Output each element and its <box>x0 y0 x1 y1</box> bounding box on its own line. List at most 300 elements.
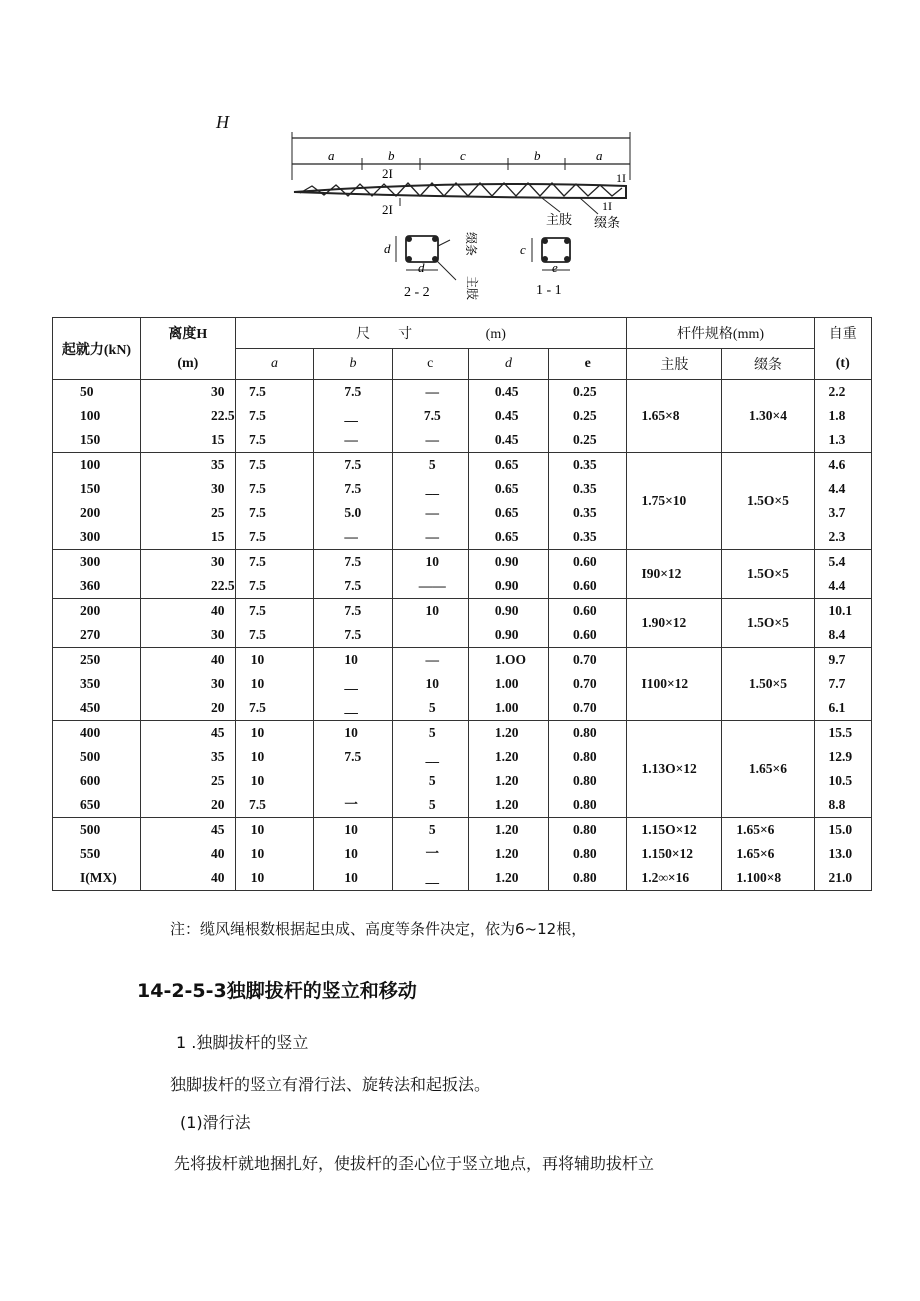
e-values <box>573 380 626 452</box>
d-values <box>495 648 548 720</box>
h-values <box>211 380 235 452</box>
table-cell-a: 7.5 <box>249 408 266 423</box>
header-weight: 自重 <box>814 318 871 349</box>
table-cell-c: 7.5 <box>423 408 441 423</box>
table-cell-h: 35 <box>211 457 225 472</box>
header-size <box>235 318 627 349</box>
table-cell-h: 20 <box>211 700 225 715</box>
table-cell-c <box>397 623 468 647</box>
col-e <box>549 599 627 648</box>
col-a <box>235 453 314 550</box>
col-b <box>314 599 392 648</box>
e-values <box>573 599 626 647</box>
table-cell-w: 8.8 <box>828 797 846 812</box>
table-cell-c: — <box>425 505 440 520</box>
header-height: 离度H <box>141 318 236 349</box>
table-cell-a: 7.5 <box>249 700 266 715</box>
subheading-sliding: (1)滑行法 <box>180 1113 251 1132</box>
e-values <box>573 721 626 817</box>
table-cell-h: 15 <box>211 432 225 447</box>
col-weight <box>814 599 871 648</box>
d-values <box>495 818 548 890</box>
section-mark-2I-bottom: 2I <box>382 202 393 217</box>
col-lacing: 1.5O×5 <box>722 599 814 648</box>
table-cell-e: 0.80 <box>573 749 597 764</box>
table-cell-d: 1.00 <box>494 700 519 715</box>
table-cell-lacing: 1.65×6 <box>736 846 775 861</box>
table-cell-d: 1.00 <box>494 676 519 691</box>
col-c <box>392 721 468 818</box>
col-b <box>314 453 392 550</box>
table-cell-h: 40 <box>211 846 225 861</box>
table-cell-main: 1.2∞×16 <box>641 870 690 885</box>
b-values <box>344 818 391 890</box>
col-cap <box>53 550 141 599</box>
table-cell-cap: 200 <box>80 505 101 520</box>
table-cell-e: 0.80 <box>573 725 597 740</box>
cap-values <box>80 818 140 890</box>
table-cell-h: 40 <box>211 870 225 885</box>
b-values <box>344 721 391 817</box>
header-lacing: 缀条 <box>722 349 814 380</box>
table-cell-h: 15 <box>211 529 225 544</box>
table-cell-b <box>344 769 391 793</box>
col-c <box>392 550 468 599</box>
table-cell-w: 12.9 <box>828 749 853 764</box>
table-cell-main: 1.150×12 <box>641 846 694 861</box>
table-cell-b: 10 <box>344 725 358 740</box>
table-cell-d: 0.90 <box>494 627 519 642</box>
c-values <box>397 721 468 817</box>
col-main: 1.75×10 <box>627 453 722 550</box>
section-22-dim-side: d <box>384 241 391 256</box>
table-cell-e: 0.25 <box>573 384 597 399</box>
table-cell-h: 30 <box>211 627 225 642</box>
table-cell-d: 0.90 <box>494 554 519 569</box>
table-cell-w: 5.4 <box>828 554 846 569</box>
table-cell-e: 0.70 <box>573 652 597 667</box>
a-values <box>236 550 280 598</box>
d-values <box>495 721 548 817</box>
col-c <box>392 818 468 891</box>
col-weight <box>814 648 871 721</box>
b-values <box>344 599 391 647</box>
dim-b-right: b <box>534 148 541 163</box>
table-cell-w: 15.5 <box>828 725 853 740</box>
table-row-group <box>53 721 872 818</box>
table-cell-b: 7.5 <box>344 603 362 618</box>
main-values <box>641 818 721 890</box>
table-cell-cap: 400 <box>80 725 101 740</box>
table-cell-cap: 600 <box>80 773 101 788</box>
cap-values <box>80 648 140 720</box>
table-cell-c: 一 <box>425 846 440 861</box>
table-cell-e: 0.70 <box>573 676 597 691</box>
table-cell-a: 10 <box>250 822 265 837</box>
table-cell-h: 30 <box>211 554 225 569</box>
col-h <box>141 453 236 550</box>
section-title: 14-2-5-3独脚拔杆的竖立和移动 <box>137 980 417 1002</box>
table-cell-a: 7.5 <box>249 554 266 569</box>
table-cell-h: 45 <box>211 725 225 740</box>
col-weight <box>814 721 871 818</box>
w-values <box>829 818 871 890</box>
table-cell-lacing: 1.65×6 <box>736 822 775 837</box>
section-22-label: 2 - 2 <box>404 285 430 300</box>
table-cell-e: 0.80 <box>573 797 597 812</box>
table-cell-cap: 100 <box>80 457 101 472</box>
w-values <box>829 721 871 817</box>
table-cell-h: 30 <box>211 384 225 399</box>
table-cell-a: 7.5 <box>249 457 266 472</box>
table-cell-cap: 100 <box>80 408 101 423</box>
col-weight <box>814 550 871 599</box>
table-cell-cap: 300 <box>80 529 101 544</box>
col-h <box>141 599 236 648</box>
col-cap <box>53 818 141 891</box>
table-cell-b: 7.5 <box>344 384 362 399</box>
table-cell-d: 0.45 <box>494 384 519 399</box>
table-cell-e: 0.80 <box>573 846 597 861</box>
table-cell-a: 10 <box>250 870 265 885</box>
table-cell-e: 0.60 <box>573 578 597 593</box>
col-c <box>392 599 468 648</box>
table-cell-b: 7.5 <box>344 554 362 569</box>
table-cell-b: 10 <box>344 870 358 885</box>
table-cell-h: 20 <box>211 797 225 812</box>
table-cell-h: 35 <box>211 749 225 764</box>
table-cell-e: 0.25 <box>573 408 597 423</box>
table-cell-cap: 500 <box>80 749 101 764</box>
col-cap <box>53 380 141 453</box>
table-cell-h: 25 <box>211 505 225 520</box>
table-cell-b: 7.5 <box>344 749 362 764</box>
col-weight <box>814 818 871 891</box>
table-cell-cap: 300 <box>80 554 101 569</box>
table-cell-d: 1.20 <box>494 822 519 837</box>
col-lacing <box>722 818 814 891</box>
table-cell-a: 7.5 <box>249 578 266 593</box>
section-11-dim-bottom: e <box>552 260 558 275</box>
table-cell-c: 5 <box>428 797 436 812</box>
table-cell-cap: 150 <box>80 481 101 496</box>
table-cell-h: 45 <box>211 822 225 837</box>
col-c <box>392 380 468 453</box>
e-values <box>573 648 626 720</box>
dim-c: c <box>460 148 466 163</box>
h-values <box>211 721 235 817</box>
col-lacing: 1.50×5 <box>722 648 814 721</box>
w-values <box>829 550 871 598</box>
header-size-label: 尺 寸 <box>356 327 413 342</box>
col-lacing: 1.5O×5 <box>722 550 814 599</box>
table-cell-h: 30 <box>211 481 225 496</box>
table-cell-d: 0.65 <box>494 481 519 496</box>
cap-values <box>80 380 140 452</box>
table-cell-c: — <box>425 432 440 447</box>
header-d: d <box>468 349 548 380</box>
section-mark-1I-bottom: 1I <box>602 199 612 213</box>
col-b <box>314 648 392 721</box>
table-cell-c: __ <box>425 749 440 764</box>
table-cell-h: 40 <box>211 603 225 618</box>
table-cell-w: 6.1 <box>828 700 846 715</box>
col-b <box>314 818 392 891</box>
col-d <box>468 599 548 648</box>
table-cell-c: 10 <box>425 676 440 691</box>
col-cap <box>53 721 141 818</box>
table-cell-a: 7.5 <box>249 529 266 544</box>
col-main: I90×12 <box>627 550 722 599</box>
table-cell-e: 0.35 <box>573 457 597 472</box>
section-11-label: 1 - 1 <box>536 283 562 298</box>
table-cell-w: 21.0 <box>828 870 853 885</box>
table-cell-c: 5 <box>428 725 436 740</box>
label-lacing-bar: 缀条 <box>594 215 621 230</box>
header-main: 主肢 <box>627 349 722 380</box>
table-cell-w: 9.7 <box>828 652 846 667</box>
dim-b-left: b <box>388 148 395 163</box>
table-cell-b: — <box>344 529 358 544</box>
col-a <box>235 599 314 648</box>
table-cell-main: 1.15O×12 <box>641 822 697 837</box>
table-body <box>53 380 872 891</box>
c-values <box>397 648 468 720</box>
col-e <box>549 550 627 599</box>
w-values <box>829 648 871 720</box>
header-capacity: 起就力(kN) <box>53 318 141 380</box>
dim-a-right: a <box>596 148 603 163</box>
table-cell-w: 15.0 <box>828 822 853 837</box>
col-e <box>549 818 627 891</box>
col-c <box>392 453 468 550</box>
table-cell-d: 0.65 <box>494 529 519 544</box>
header-members: 杆件规格(mm) <box>627 318 814 349</box>
table-cell-cap: 450 <box>80 700 101 715</box>
table-cell-a: 7.5 <box>249 384 266 399</box>
cap-values <box>80 599 140 647</box>
subheading-1: 1 .独脚拔杆的竖立 <box>176 1033 309 1052</box>
cap-values <box>80 550 140 598</box>
table-cell-a: 10 <box>250 676 265 691</box>
col-weight <box>814 380 871 453</box>
d-values <box>495 599 548 647</box>
c-values <box>397 599 468 647</box>
col-b <box>314 721 392 818</box>
table-cell-c: 5 <box>428 700 436 715</box>
header-a: a <box>235 349 314 380</box>
table-cell-h: 22.5 <box>211 578 235 593</box>
lacing-values <box>736 818 813 890</box>
table-cell-lacing: 1.100×8 <box>736 870 782 885</box>
table-row-group <box>53 380 872 453</box>
header-b: b <box>314 349 392 380</box>
header-size-unit: (m) <box>485 327 506 342</box>
header-weight-unit: (t) <box>814 349 871 380</box>
table-row-group <box>53 599 872 648</box>
table-cell-w: 3.7 <box>828 505 846 520</box>
table-row-group <box>53 648 872 721</box>
col-d <box>468 818 548 891</box>
col-h <box>141 380 236 453</box>
col-cap <box>53 599 141 648</box>
table-cell-cap: 500 <box>80 822 101 837</box>
table-row-group <box>53 818 872 891</box>
table-cell-b: 10 <box>344 652 358 667</box>
table-cell-b: 7.5 <box>344 481 362 496</box>
col-lacing: 1.65×6 <box>722 721 814 818</box>
b-values <box>344 380 391 452</box>
table-cell-c: 5 <box>428 457 436 472</box>
table-cell-a: 10 <box>250 725 265 740</box>
section-mark-2I-top: 2I <box>382 166 393 181</box>
section-11-dim-side: c <box>520 242 526 257</box>
col-main: 1.90×12 <box>627 599 722 648</box>
col-a <box>235 818 314 891</box>
table-cell-c: 5 <box>428 773 436 788</box>
w-values <box>829 599 871 647</box>
table-cell-d: 1.20 <box>494 846 519 861</box>
a-values <box>236 721 280 817</box>
table-cell-a: 7.5 <box>249 603 266 618</box>
b-values <box>344 550 391 598</box>
col-d <box>468 648 548 721</box>
table-cell-d: 1.20 <box>494 725 519 740</box>
table-cell-cap: I(MX) <box>80 870 117 885</box>
height-symbol: H <box>216 112 229 132</box>
table-cell-b: 一 <box>344 797 358 812</box>
table-cell-c: 10 <box>425 603 440 618</box>
table-cell-cap: 650 <box>80 797 101 812</box>
col-a <box>235 648 314 721</box>
col-weight <box>814 453 871 550</box>
table-cell-e: 0.80 <box>573 870 597 885</box>
h-values <box>211 453 235 549</box>
c-values <box>397 550 468 598</box>
col-b <box>314 550 392 599</box>
col-main: 1.13O×12 <box>627 721 722 818</box>
table-cell-e: 0.60 <box>573 627 597 642</box>
table-cell-w: 2.2 <box>828 384 846 399</box>
table-cell-a: 10 <box>250 846 265 861</box>
table-cell-b: __ <box>344 700 358 715</box>
table-cell-a: 7.5 <box>249 481 266 496</box>
table-cell-d: 1.OO <box>494 652 527 667</box>
table-cell-e: 0.25 <box>573 432 597 447</box>
table-cell-cap: 270 <box>80 627 101 642</box>
table-cell-cap: 150 <box>80 432 101 447</box>
table-cell-cap: 360 <box>80 578 101 593</box>
c-values <box>397 380 468 452</box>
paragraph-sliding: 先将拔杆就地捆扎好，使拔杆的歪心位于竖立地点，再将辅助拔杆立 <box>174 1154 655 1173</box>
table-cell-c: __ <box>425 870 440 885</box>
table-cell-a: 7.5 <box>249 432 266 447</box>
d-values <box>495 380 548 452</box>
table-cell-b: — <box>344 432 358 447</box>
cap-values <box>80 453 140 549</box>
table-cell-a: 10 <box>250 749 265 764</box>
table-cell-d: 0.90 <box>494 603 519 618</box>
table-cell-e: 0.60 <box>573 554 597 569</box>
w-values <box>829 453 871 549</box>
col-cap <box>53 648 141 721</box>
table-cell-cap: 350 <box>80 676 101 691</box>
table-cell-c: 10 <box>425 554 440 569</box>
col-c <box>392 648 468 721</box>
table-cell-d: 1.20 <box>494 749 519 764</box>
table-cell-e: 0.70 <box>573 700 597 715</box>
table-cell-w: 10.1 <box>828 603 853 618</box>
table-cell-a: 7.5 <box>249 505 266 520</box>
table-cell-w: 7.7 <box>828 676 846 691</box>
table-cell-c: — <box>425 529 440 544</box>
e-values <box>573 818 626 890</box>
table-cell-h: 40 <box>211 652 225 667</box>
h-values <box>211 550 235 598</box>
c-values <box>397 818 468 890</box>
label-main-chord: 主肢 <box>546 212 573 227</box>
table-row-group <box>53 453 872 550</box>
col-d <box>468 380 548 453</box>
table-cell-e: 0.80 <box>573 773 597 788</box>
table-cell-b: 7.5 <box>344 457 362 472</box>
table-cell-c: — <box>425 652 440 667</box>
mast-spec-table <box>52 317 872 891</box>
col-main: I100×12 <box>627 648 722 721</box>
e-values <box>573 453 626 549</box>
table-row-group <box>53 550 872 599</box>
b-values <box>344 453 391 549</box>
mast-diagram <box>280 128 640 308</box>
h-values <box>211 818 235 890</box>
h-values <box>211 599 235 647</box>
table-cell-b: __ <box>344 676 358 691</box>
table-cell-b: 5.0 <box>344 505 362 520</box>
a-values <box>236 818 280 890</box>
table-cell-w: 1.3 <box>828 432 846 447</box>
mast-outline <box>294 184 626 198</box>
col-e <box>549 721 627 818</box>
header-e: e <box>549 349 627 380</box>
table-cell-c: —— <box>418 578 446 593</box>
table-cell-e: 0.35 <box>573 481 597 496</box>
b-values <box>344 648 391 720</box>
cap-values <box>80 721 140 817</box>
a-values <box>236 648 280 720</box>
d-values <box>495 453 548 549</box>
table-cell-d: 0.90 <box>494 578 519 593</box>
table-cell-d: 0.65 <box>494 457 519 472</box>
table-cell-cap: 50 <box>80 384 94 399</box>
c-values <box>397 453 468 549</box>
col-main <box>627 818 722 891</box>
col-e <box>549 648 627 721</box>
table-cell-a: 10 <box>250 652 265 667</box>
table-cell-b: 10 <box>344 846 358 861</box>
table-cell-d: 0.65 <box>494 505 519 520</box>
table-cell-c: — <box>425 384 440 399</box>
table-cell-w: 1.8 <box>828 408 846 423</box>
table-cell-w: 4.6 <box>828 457 846 472</box>
table-cell-w: 8.4 <box>828 627 846 642</box>
table-cell-h: 30 <box>211 676 225 691</box>
table-cell-w: 4.4 <box>828 481 846 496</box>
header-c: c <box>392 349 468 380</box>
table-cell-cap: 200 <box>80 603 101 618</box>
table-cell-c: __ <box>425 481 440 496</box>
table-cell-d: 0.45 <box>494 408 519 423</box>
col-main: 1.65×8 <box>627 380 722 453</box>
